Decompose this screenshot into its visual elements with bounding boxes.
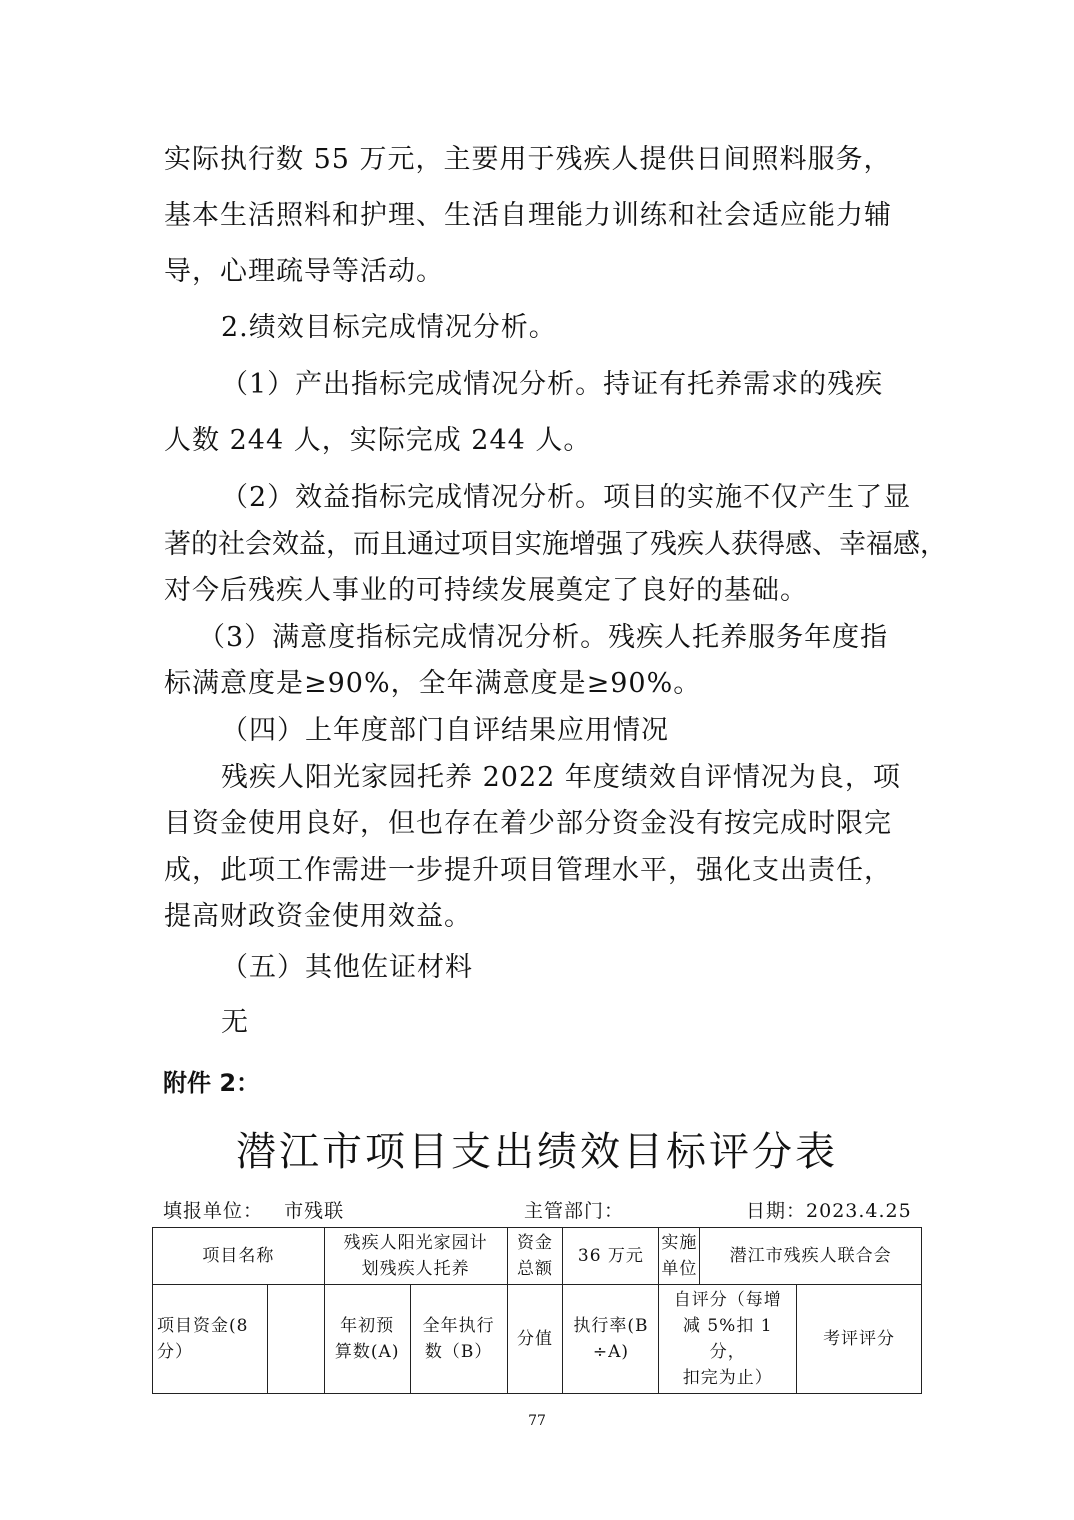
score-table xyxy=(152,1227,922,1394)
date-value: 2023.4.25 xyxy=(806,1200,912,1222)
impl-unit-value: 潜江市残疾人联合会 xyxy=(700,1228,922,1285)
table-row xyxy=(153,1285,922,1394)
fund-total-label: 资金 总额 xyxy=(507,1228,563,1285)
none-text: 无 xyxy=(221,1007,249,1038)
text-line: 对今后残疾人事业的可持续发展奠定了良好的基础。 xyxy=(164,575,808,606)
project-name-label: 项目名称 xyxy=(153,1228,325,1285)
project-name-value: 残疾人阳光家园计 划残疾人托养 xyxy=(324,1228,507,1285)
text-line: （1）产出指标完成情况分析。持证有托养需求的残疾 xyxy=(221,369,884,400)
text-line: 人数 244 人，实际完成 244 人。 xyxy=(164,425,592,456)
text-line: 著的社会效益，而且通过项目实施增强了残疾人获得感、幸福感， xyxy=(164,529,947,560)
table-row xyxy=(153,1228,922,1285)
budget-label: 年初预 算数(A) xyxy=(324,1285,410,1394)
score-label: 分值 xyxy=(507,1285,563,1394)
impl-unit-label: 实施 单位 xyxy=(659,1228,700,1285)
self-score-label: 自评分（每增 减 5%扣 1 分， 扣完为止） xyxy=(659,1285,797,1394)
section-heading: 2.绩效目标完成情况分析。 xyxy=(221,312,557,343)
fill-unit-label: 填报单位： xyxy=(163,1200,264,1222)
text-line: 导，心理疏导等活动。 xyxy=(164,256,444,287)
fund-total-value: 36 万元 xyxy=(563,1228,659,1285)
page-number: 77 xyxy=(528,1413,546,1429)
text-line: （2）效益指标完成情况分析。项目的实施不仅产生了显 xyxy=(221,482,912,513)
fill-unit-value: 市残联 xyxy=(284,1200,345,1222)
text-line: （3）满意度指标完成情况分析。残疾人托养服务年度指 xyxy=(198,622,889,653)
review-score-label: 考评评分 xyxy=(797,1285,922,1394)
text-line: 目资金使用良好，但也存在着少部分资金没有按完成时限完 xyxy=(164,808,892,839)
text-line: 残疾人阳光家园托养 2022 年度绩效自评情况为良，项 xyxy=(221,762,901,793)
fill-unit xyxy=(163,1196,344,1223)
exec-label: 全年执行 数（B） xyxy=(410,1285,507,1394)
text-line: 提高财政资金使用效益。 xyxy=(164,901,472,932)
rate-label: 执行率(B ÷A) xyxy=(563,1285,659,1394)
text-line: 实际执行数 55 万元，主要用于残疾人提供日间照料服务， xyxy=(164,144,892,175)
section-heading: （五）其他佐证材料 xyxy=(221,952,473,983)
form-date xyxy=(746,1196,912,1223)
supervisor-dept: 主管部门： xyxy=(524,1200,625,1222)
attachment-label: 附件 2： xyxy=(163,1069,261,1097)
text-line: 标满意度是≥90%，全年满意度是≥90%。 xyxy=(164,668,702,699)
blank-cell xyxy=(267,1285,324,1394)
section-heading: （四）上年度部门自评结果应用情况 xyxy=(221,715,669,746)
text-line: 成，此项工作需进一步提升项目管理水平，强化支出责任， xyxy=(164,855,892,886)
project-fund-label: 项目资金(8 分） xyxy=(153,1285,268,1394)
date-label: 日期： xyxy=(746,1200,807,1222)
form-title: 潜江市项目支出绩效目标评分表 xyxy=(236,1129,838,1175)
text-line: 基本生活照料和护理、生活自理能力训练和社会适应能力辅 xyxy=(164,200,892,231)
